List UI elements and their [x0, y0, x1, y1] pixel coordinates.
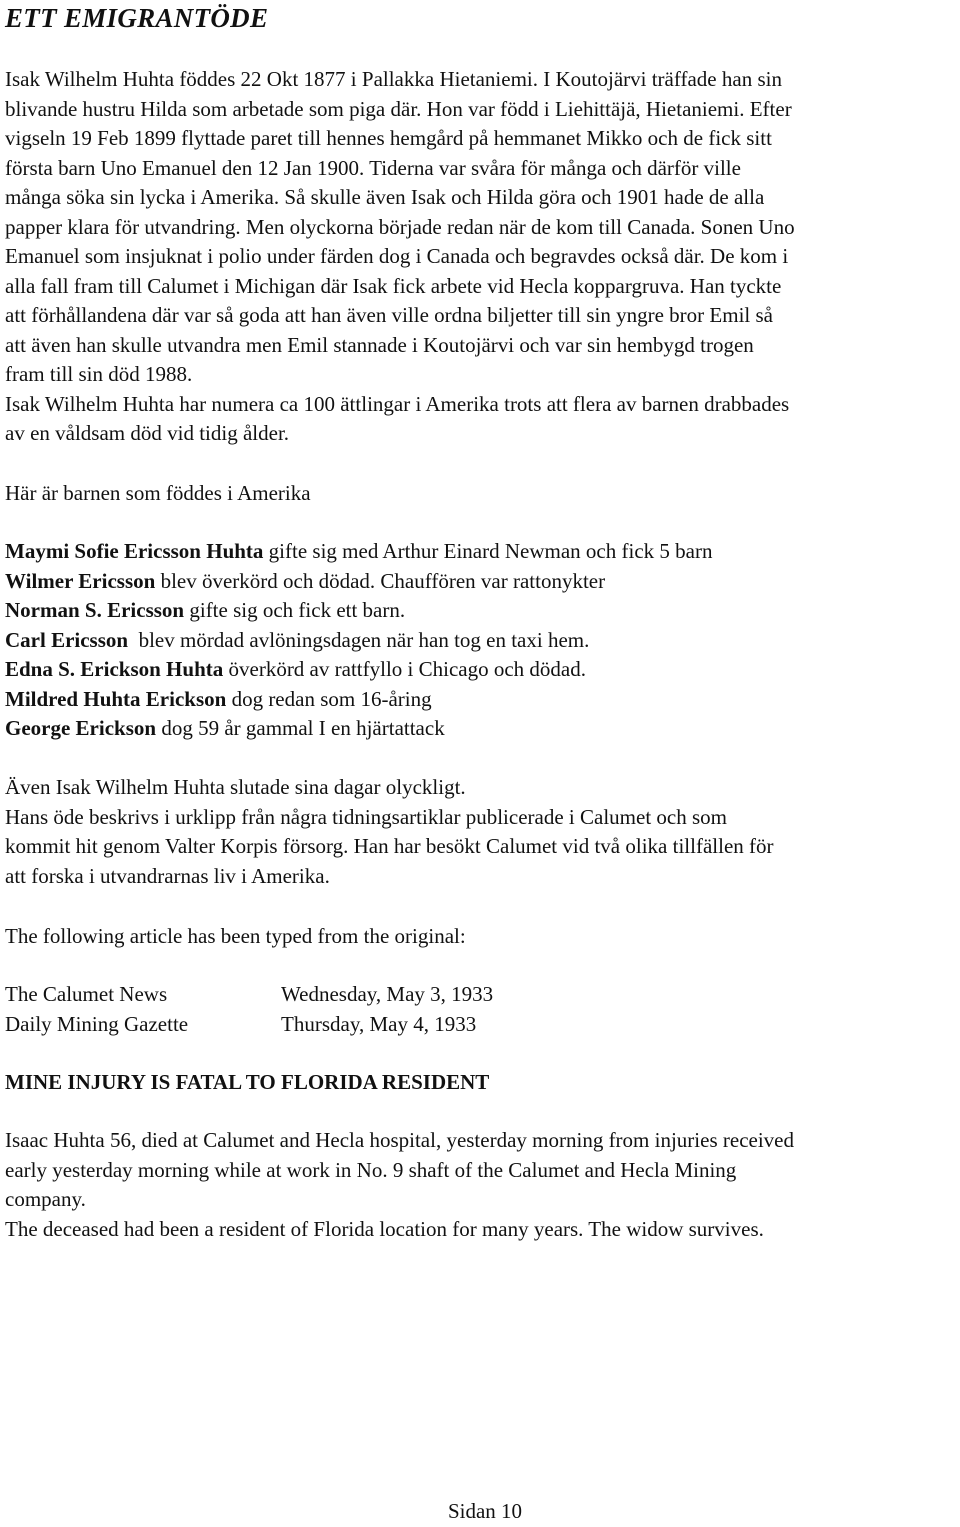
article-line: Isaac Huhta 56, died at Calumet and Hecla hospital, yesterday morning from injuries received	[5, 1128, 794, 1152]
source-paper: The Calumet News	[5, 982, 168, 1006]
intro-line: Isak Wilhelm Huhta har numera ca 100 ättlingar i Amerika trots att flera av barnen drabbades	[5, 391, 790, 416]
intro-line: alla fall fram till Calumet i Michigan där Isak fick arbete vid Hecla koppargruva. Han tyckte	[5, 273, 782, 298]
page-title: ETT EMIGRANTÖDE	[5, 3, 269, 33]
article-line: company.	[5, 1187, 86, 1211]
child-description: överkörd av rattfyllo i Chicago och dödad.	[223, 657, 586, 681]
intro-line: fram till sin död 1988.	[5, 362, 193, 386]
intro-line: blivande hustru Hilda som arbetade som piga där. Hon var född i Liehittäjä, Hietaniemi. Efter	[5, 96, 792, 121]
sources-list	[5, 980, 957, 1039]
child-entry	[5, 685, 957, 715]
child-entry	[5, 655, 957, 685]
article-line: early yesterday morning while at work in No. 9 shaft of the Calumet and Hecla Mining	[5, 1157, 737, 1182]
intro-line: Isak Wilhelm Huhta föddes 22 Okt 1877 i Pallakka Hietaniemi. I Koutojärvi träffade han sin	[5, 67, 782, 91]
child-description: blev mördad avlöningsdagen när han tog en taxi hem.	[128, 627, 590, 652]
child-description: gifte sig och fick ett barn.	[184, 598, 406, 622]
child-name: Norman S. Ericsson	[5, 598, 185, 622]
intro-line: att förhållandena där var så goda att han även ville ordna biljetter till sin yngre bror Emil så	[5, 303, 773, 327]
typed-note: The following article has been typed from the original:	[5, 924, 466, 948]
ending-line: kommit hit genom Valter Korpis försorg. Han har besökt Calumet vid två olika tillfällen för	[5, 834, 774, 858]
intro-line: Emanuel som insjuknat i polio under färden dog i Canada och begravdes också där. De kom i	[5, 244, 789, 268]
child-description: dog redan som 16-åring	[226, 686, 432, 711]
ending-paragraph	[5, 773, 957, 891]
child-name: George Erickson	[5, 716, 157, 740]
page-number: Sidan 10	[447, 1499, 523, 1523]
child-description: dog 59 år gammal I en hjärtattack	[156, 716, 445, 740]
child-entry	[5, 626, 957, 656]
child-name: Mildred Huhta Erickson	[5, 686, 227, 711]
source-paper: Daily Mining Gazette	[5, 1011, 189, 1036]
article-line: The deceased had been a resident of Florida location for many years. The widow survives.	[5, 1216, 764, 1241]
intro-line: första barn Uno Emanuel den 12 Jan 1900. Tiderna var svåra för många och därför ville	[5, 155, 741, 180]
children-heading: Här är barnen som föddes i Amerika	[5, 481, 311, 505]
ending-line: Även Isak Wilhelm Huhta slutade sina dagar olyckligt.	[5, 775, 466, 799]
child-name: Wilmer Ericsson	[5, 568, 156, 593]
source-row	[5, 1010, 957, 1040]
child-name: Edna S. Erickson Huhta	[5, 657, 224, 681]
child-entry	[5, 567, 957, 597]
intro-line: av en våldsam död vid tidig ålder.	[5, 421, 290, 445]
child-name: Maymi Sofie Ericsson Huhta	[5, 539, 264, 563]
child-name: Carl Ericsson	[5, 627, 129, 652]
intro-paragraph	[5, 65, 957, 449]
ending-line: att forska i utvandrarnas liv i Amerika.	[5, 863, 330, 888]
child-description: blev överkörd och dödad. Chauffören var rattonykter	[155, 568, 606, 593]
source-date: Wednesday, May 3, 1933	[281, 982, 494, 1006]
source-row	[5, 980, 957, 1010]
children-list	[5, 537, 957, 744]
child-entry	[5, 714, 957, 744]
child-entry	[5, 596, 957, 626]
article-body	[5, 1126, 957, 1244]
child-entry	[5, 537, 957, 567]
article-headline: MINE INJURY IS FATAL TO FLORIDA RESIDENT	[5, 1070, 490, 1094]
intro-line: papper klara för utvandring. Men olyckorna började redan när de kom till Canada. Sonen Uno	[5, 214, 795, 239]
intro-line: många söka sin lycka i Amerika. Så skulle även Isak och Hilda göra och 1901 hade de alla	[5, 185, 765, 209]
ending-line: Hans öde beskrivs i urklipp från några tidningsartiklar publicerade i Calumet och som	[5, 804, 727, 829]
source-date: Thursday, May 4, 1933	[281, 1011, 477, 1036]
intro-line: att även han skulle utvandra men Emil stannade i Koutojärvi och var sin hembygd trogen	[5, 332, 754, 357]
child-description: gifte sig med Arthur Einard Newman och fick 5 barn	[263, 539, 713, 563]
intro-line: vigseln 19 Feb 1899 flyttade paret till hennes hemgård på hemmanet Mikko och de fick sitt	[5, 126, 772, 150]
